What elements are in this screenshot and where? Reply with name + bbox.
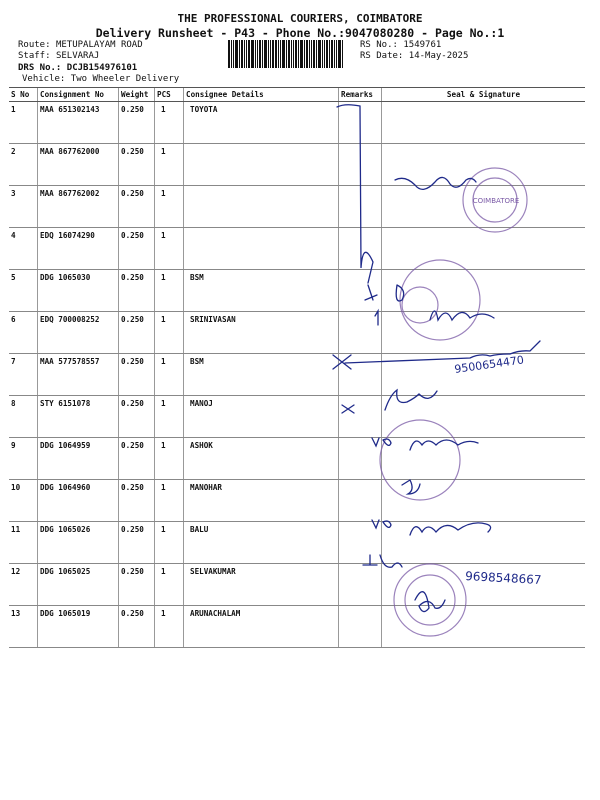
cell-consignee: ARUNACHALAM [184,606,339,648]
cell-seal [382,480,586,522]
cell-pcs: 1 [155,186,184,228]
table-row [9,522,585,564]
cell-pcs: 1 [155,438,184,480]
cell-weight: 0.250 [119,480,155,522]
col-consignee: Consignee Details [184,88,339,102]
staff-line [18,51,99,61]
table-row [9,228,585,270]
table-row [9,480,585,522]
route-label: Route: [18,40,51,50]
cell-remarks [339,606,382,648]
col-sno: S No [9,88,38,102]
cell-consignee: MANOJ [184,396,339,438]
cell-consignee: MANOHAR [184,480,339,522]
barcode-bar [331,40,333,68]
cell-remarks [339,312,382,354]
barcode-bar [233,40,234,68]
cell-sno: 4 [9,228,38,270]
barcode-bar [262,40,263,68]
cell-consignee: SELVAKUMAR [184,564,339,606]
cell-consignment: MAA 867762002 [38,186,119,228]
cell-seal [382,606,586,648]
barcode-bar [259,40,261,68]
rs-date-value: 14-May-2025 [408,51,469,61]
cell-sno: 11 [9,522,38,564]
cell-consignment: DDG 1065030 [38,270,119,312]
cell-seal [382,228,586,270]
barcode-bar [291,40,292,68]
cell-consignment: EDQ 16074290 [38,228,119,270]
cell-remarks [339,396,382,438]
cell-remarks [339,228,382,270]
barcode-bar [241,40,243,68]
cell-remarks [339,522,382,564]
col-seal: Seal & Signature [382,88,586,102]
cell-sno: 6 [9,312,38,354]
barcode-bar [251,40,254,68]
handwritten-phone-1: 9500654470 [453,353,525,376]
vehicle-label: Vehicle: [22,74,66,84]
vehicle-line [22,74,179,84]
drs-line [18,63,137,73]
cell-pcs: 1 [155,396,184,438]
cell-consignment: MAA 867762000 [38,144,119,186]
cell-weight: 0.250 [119,438,155,480]
cell-seal [382,522,586,564]
barcode-bar [326,40,328,68]
barcode-bar [322,40,323,68]
cell-sno: 2 [9,144,38,186]
barcode-bar [280,40,281,68]
cell-seal [382,144,586,186]
cell-weight: 0.250 [119,312,155,354]
cell-consignee: SRINIVASAN [184,312,339,354]
cell-consignment: DDG 1065026 [38,522,119,564]
cell-pcs: 1 [155,354,184,396]
table-row [9,102,585,144]
barcode-bar [282,40,285,68]
stamp-text: COIMBATORE [472,197,520,205]
barcode-bar [257,40,258,68]
barcode-bar [318,40,321,68]
rs-no-value: 1549761 [403,40,442,50]
barcode-bar [231,40,232,68]
cell-weight: 0.250 [119,144,155,186]
cell-weight: 0.250 [119,186,155,228]
drs-value: DCJB154976101 [66,63,138,73]
table-header-row [9,88,585,102]
cell-consignee: TOYOTA [184,102,339,144]
barcode-bar [293,40,294,68]
rs-no-label: RS No.: [360,40,398,50]
cell-consignment: MAA 577578557 [38,354,119,396]
barcode-bar [309,40,310,68]
table-row [9,438,585,480]
cell-consignee: BSM [184,354,339,396]
table-row [9,144,585,186]
staff-value: SELVARAJ [55,51,100,61]
barcode-bar [298,40,299,68]
rs-date-line [360,51,468,61]
table-row [9,270,585,312]
barcode-bar [342,40,343,68]
rs-date-label: RS Date: [360,51,404,61]
cell-pcs: 1 [155,312,184,354]
col-weight: Weight [119,88,155,102]
cell-consignment: DDG 1064959 [38,438,119,480]
cell-consignment: EDQ 700008252 [38,312,119,354]
route-line [18,40,143,50]
cell-consignee [184,228,339,270]
cell-consignment: DDG 1064960 [38,480,119,522]
cell-pcs: 1 [155,102,184,144]
cell-sno: 12 [9,564,38,606]
cell-weight: 0.250 [119,564,155,606]
barcode-bar [295,40,297,68]
cell-sno: 8 [9,396,38,438]
cell-consignment: MAA 651302143 [38,102,119,144]
barcode-bar [304,40,305,68]
cell-consignee [184,186,339,228]
runsheet-subtitle: Delivery Runsheet - P43 - Phone No.:9047080280 - Page No.:1 [95,26,505,40]
barcode-bar [288,40,290,68]
cell-weight: 0.250 [119,228,155,270]
barcode-bar [338,40,341,68]
cell-sno: 10 [9,480,38,522]
barcode-bar [316,40,317,68]
barcode-bar [324,40,325,68]
cell-remarks [339,270,382,312]
cell-seal [382,102,586,144]
vehicle-value: Two Wheeler Delivery [70,74,180,84]
cell-pcs: 1 [155,228,184,270]
drs-label: DRS No.: [18,63,62,73]
cell-consignee: ASHOK [184,438,339,480]
runsheet-table [9,87,585,648]
barcode-bar [244,40,245,68]
table-row [9,564,585,606]
cell-consignment: DDG 1065019 [38,606,119,648]
cell-sno: 1 [9,102,38,144]
barcode-bar [313,40,315,68]
cell-consignment: STY 6151078 [38,396,119,438]
cell-seal [382,564,586,606]
barcode-bar [272,40,274,68]
cell-pcs: 1 [155,270,184,312]
route-value: METUPALAYAM ROAD [55,40,143,50]
barcode-bar [311,40,312,68]
table-row [9,396,585,438]
cell-weight: 0.250 [119,102,155,144]
barcode-bar [235,40,238,68]
cell-sno: 7 [9,354,38,396]
barcode-bar [300,40,303,68]
cell-sno: 5 [9,270,38,312]
cell-remarks [339,144,382,186]
cell-remarks [339,186,382,228]
barcode-bar [286,40,287,68]
cell-seal [382,270,586,312]
barcode-bar [329,40,330,68]
table-row [9,186,585,228]
cell-weight: 0.250 [119,522,155,564]
barcode-bar [239,40,240,68]
cell-consignee: BALU [184,522,339,564]
cell-pcs: 1 [155,564,184,606]
barcode-bar [228,40,230,68]
cell-weight: 0.250 [119,396,155,438]
cell-weight: 0.250 [119,606,155,648]
cell-weight: 0.250 [119,270,155,312]
barcode-bar [336,40,337,68]
cell-remarks [339,354,382,396]
cell-seal [382,438,586,480]
cell-pcs: 1 [155,606,184,648]
cell-seal [382,354,586,396]
barcode-bar [248,40,250,68]
cell-seal [382,186,586,228]
barcode-bar [246,40,247,68]
col-pcs: PCS [155,88,184,102]
barcode-bar [255,40,256,68]
table-row [9,312,585,354]
barcode-bar [264,40,267,68]
col-consignment: Consignment No [38,88,119,102]
table-row [9,606,585,648]
col-remarks: Remarks [339,88,382,102]
cell-remarks [339,102,382,144]
cell-weight: 0.250 [119,354,155,396]
barcode-bar [270,40,271,68]
table-row [9,354,585,396]
company-title: THE PROFESSIONAL COURIERS, COIMBATORE [177,12,423,25]
barcode-bar [334,40,335,68]
barcode-bar [275,40,277,68]
cell-consignment: DDG 1065025 [38,564,119,606]
cell-sno: 13 [9,606,38,648]
cell-consignee [184,144,339,186]
barcode-bar [306,40,308,68]
barcode-bar [278,40,279,68]
cell-pcs: 1 [155,522,184,564]
cell-sno: 3 [9,186,38,228]
staff-label: Staff: [18,51,51,61]
handwritten-phone-2: 9698548667 [464,569,542,587]
cell-pcs: 1 [155,144,184,186]
cell-remarks [339,480,382,522]
cell-sno: 9 [9,438,38,480]
cell-seal [382,312,586,354]
cell-remarks [339,438,382,480]
cell-seal [382,396,586,438]
rs-no-line [360,40,441,50]
barcode-bar [268,40,269,68]
cell-remarks [339,564,382,606]
cell-pcs: 1 [155,480,184,522]
barcode [228,40,354,68]
cell-consignee: BSM [184,270,339,312]
